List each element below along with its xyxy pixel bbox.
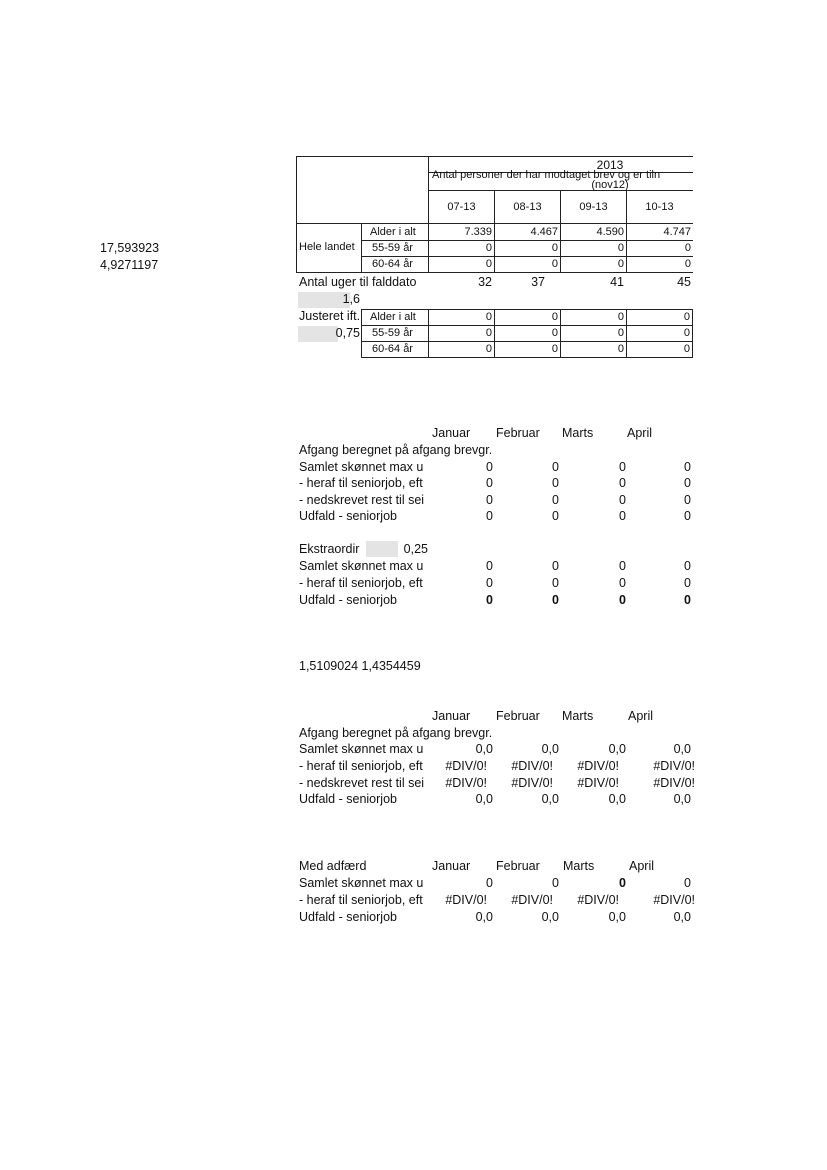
weeks-label: Antal uger til falddato bbox=[299, 275, 417, 289]
section-title: Med adfærd bbox=[299, 859, 367, 873]
row-value: #DIV/0! bbox=[511, 893, 553, 907]
factor-2: 0,75 bbox=[335, 326, 360, 340]
row-value: 0,0 bbox=[673, 742, 691, 756]
age-row-label: 55-59 år bbox=[372, 242, 413, 254]
table-cell: 0 bbox=[683, 343, 690, 355]
month-header: Marts bbox=[562, 709, 594, 723]
month-header: Marts bbox=[562, 426, 594, 440]
table-subheader-date: (nov12) bbox=[591, 179, 629, 191]
row-value: 0 bbox=[486, 576, 493, 590]
table-cell: 0 bbox=[617, 343, 624, 355]
row-value: 0 bbox=[486, 493, 493, 507]
factor-1: 1,6 bbox=[342, 292, 360, 306]
month-header: April bbox=[628, 709, 654, 723]
table-cell: 0 bbox=[485, 327, 492, 339]
row-value: 0 bbox=[619, 576, 626, 590]
age-row-label: 55-59 år bbox=[372, 327, 413, 339]
row-value: 0 bbox=[486, 559, 493, 573]
row-value: #DIV/0! bbox=[577, 759, 619, 773]
table-cell: 0 bbox=[485, 258, 492, 270]
row-value: #DIV/0! bbox=[653, 776, 695, 790]
row-value: 0 bbox=[552, 509, 559, 523]
row-value: 0,0 bbox=[673, 910, 691, 924]
month-col-4: 10-13 bbox=[645, 201, 674, 213]
row-value: 0 bbox=[684, 476, 691, 490]
row-value: 0,0 bbox=[608, 910, 626, 924]
month-header: Februar bbox=[496, 426, 540, 440]
table-cell: 7.339 bbox=[464, 226, 492, 238]
month-header: Januar bbox=[432, 709, 471, 723]
row-value: 0 bbox=[619, 559, 626, 573]
table-cell: 0 bbox=[617, 242, 624, 254]
row-value: 0 bbox=[684, 876, 691, 890]
age-row-label: 60-64 år bbox=[372, 258, 413, 270]
row-value: 0 bbox=[552, 593, 559, 607]
row-label: Udfald - seniorjob bbox=[299, 910, 397, 924]
month-col-1: 07-13 bbox=[447, 201, 476, 213]
table-cell: 0 bbox=[617, 311, 624, 323]
table-cell: 0 bbox=[683, 311, 690, 323]
table-cell: 0 bbox=[684, 258, 691, 270]
age-row-label: Alder i alt bbox=[370, 226, 416, 238]
row-value: 0,0 bbox=[608, 792, 626, 806]
table-cell: 0 bbox=[551, 242, 558, 254]
row-value: 0 bbox=[486, 593, 493, 607]
table-cell: 0 bbox=[551, 258, 558, 270]
row-value: 0 bbox=[684, 493, 691, 507]
row-label: - heraf til seniorjob, eft bbox=[299, 893, 423, 907]
left-value-2: 4,9271197 bbox=[100, 258, 159, 272]
month-header: Januar bbox=[432, 859, 471, 873]
row-label: Samlet skønnet max u bbox=[299, 876, 424, 890]
table-cell: 4.590 bbox=[596, 226, 624, 238]
table-cell: 0 bbox=[617, 258, 624, 270]
row-value: 0 bbox=[486, 460, 493, 474]
month-header: April bbox=[627, 426, 653, 440]
row-value: 0 bbox=[684, 460, 691, 474]
row-value: 0 bbox=[684, 509, 691, 523]
weeks-value: 45 bbox=[677, 275, 691, 289]
row-value: 0,0 bbox=[541, 910, 559, 924]
table-subheader: Antal personer der har modtaget brev og er tiln bbox=[432, 170, 661, 181]
row-label: Samlet skønnet max u bbox=[299, 559, 424, 573]
section-title: Afgang beregnet på afgang brevgr. bbox=[299, 726, 493, 740]
row-label: Samlet skønnet max u bbox=[299, 742, 424, 756]
factors-line: 1,5109024 1,4354459 bbox=[299, 659, 421, 673]
left-value-1: 17,593923 bbox=[100, 241, 160, 255]
age-row-label: Alder i alt bbox=[370, 311, 416, 323]
month-col-2: 08-13 bbox=[513, 201, 542, 213]
row-value: #DIV/0! bbox=[653, 893, 695, 907]
row-label: Udfald - seniorjob bbox=[299, 593, 397, 607]
row-label: - heraf til seniorjob, eft bbox=[299, 759, 423, 773]
row-value: 0 bbox=[684, 559, 691, 573]
row-value: 0 bbox=[552, 476, 559, 490]
row-value: #DIV/0! bbox=[511, 776, 553, 790]
row-value: 0,0 bbox=[475, 742, 493, 756]
row-label: Udfald - seniorjob bbox=[299, 509, 397, 523]
row-value: 0 bbox=[619, 460, 626, 474]
region-label: Hele landet bbox=[299, 241, 355, 253]
row-value: 0 bbox=[619, 509, 626, 523]
row-value: 0 bbox=[552, 559, 559, 573]
month-header: April bbox=[629, 859, 655, 873]
month-header: Februar bbox=[496, 859, 540, 873]
table-cell: 0 bbox=[551, 311, 558, 323]
row-value: 0,0 bbox=[608, 742, 626, 756]
row-value: 0 bbox=[552, 493, 559, 507]
weeks-value: 32 bbox=[478, 275, 492, 289]
row-value: 0 bbox=[684, 576, 691, 590]
row-value: 0 bbox=[486, 476, 493, 490]
month-header: Januar bbox=[432, 426, 471, 440]
table-cell: 0 bbox=[551, 343, 558, 355]
row-value: 0,0 bbox=[541, 742, 559, 756]
table-cell: 0 bbox=[617, 327, 624, 339]
age-row-label: 60-64 år bbox=[372, 343, 413, 355]
row-label: Samlet skønnet max u bbox=[299, 460, 424, 474]
row-value: #DIV/0! bbox=[577, 893, 619, 907]
row-value: #DIV/0! bbox=[653, 759, 695, 773]
row-value: 0 bbox=[552, 460, 559, 474]
row-value: 0 bbox=[619, 493, 626, 507]
weeks-value: 41 bbox=[610, 275, 624, 289]
month-col-3: 09-13 bbox=[579, 201, 608, 213]
table-cell: 0 bbox=[551, 327, 558, 339]
row-value: 0,0 bbox=[475, 910, 493, 924]
table-cell: 0 bbox=[485, 343, 492, 355]
row-value: 0 bbox=[486, 509, 493, 523]
table-cell: 4.747 bbox=[663, 226, 691, 238]
row-value: 0 bbox=[619, 593, 626, 607]
row-value: 0 bbox=[619, 476, 626, 490]
row-label: - heraf til seniorjob, eft bbox=[299, 476, 423, 490]
section-title: Afgang beregnet på afgang brevgr. bbox=[299, 443, 493, 457]
row-value: 0,0 bbox=[541, 792, 559, 806]
row-value: #DIV/0! bbox=[445, 759, 487, 773]
row-value: 0 bbox=[486, 876, 493, 890]
table-cell: 0 bbox=[684, 242, 691, 254]
row-value: #DIV/0! bbox=[577, 776, 619, 790]
table-cell: 0 bbox=[683, 327, 690, 339]
row-value: 0,0 bbox=[673, 792, 691, 806]
row-label: - heraf til seniorjob, eft bbox=[299, 576, 423, 590]
row-label: - nedskrevet rest til sei bbox=[299, 776, 425, 790]
row-label: - nedskrevet rest til sei bbox=[299, 493, 425, 507]
month-header: Marts bbox=[563, 859, 595, 873]
month-header: Februar bbox=[496, 709, 540, 723]
row-value: #DIV/0! bbox=[511, 759, 553, 773]
table-cell: 4.467 bbox=[530, 226, 558, 238]
row-value: 0 bbox=[552, 876, 559, 890]
section-factor: 0,25 bbox=[403, 542, 428, 556]
table-year: 2013 bbox=[596, 158, 624, 172]
table-cell: 0 bbox=[485, 242, 492, 254]
adjusted-label: Justeret ift. bbox=[299, 309, 361, 323]
row-label: Udfald - seniorjob bbox=[299, 792, 397, 806]
row-value: 0,0 bbox=[475, 792, 493, 806]
row-value: #DIV/0! bbox=[445, 776, 487, 790]
table-cell: 0 bbox=[485, 311, 492, 323]
weeks-value: 37 bbox=[531, 275, 545, 289]
row-value: 0 bbox=[684, 593, 691, 607]
row-value: 0 bbox=[552, 576, 559, 590]
row-value: #DIV/0! bbox=[445, 893, 487, 907]
section-label: Ekstraordir bbox=[299, 542, 360, 556]
row-value: 0 bbox=[619, 876, 626, 890]
